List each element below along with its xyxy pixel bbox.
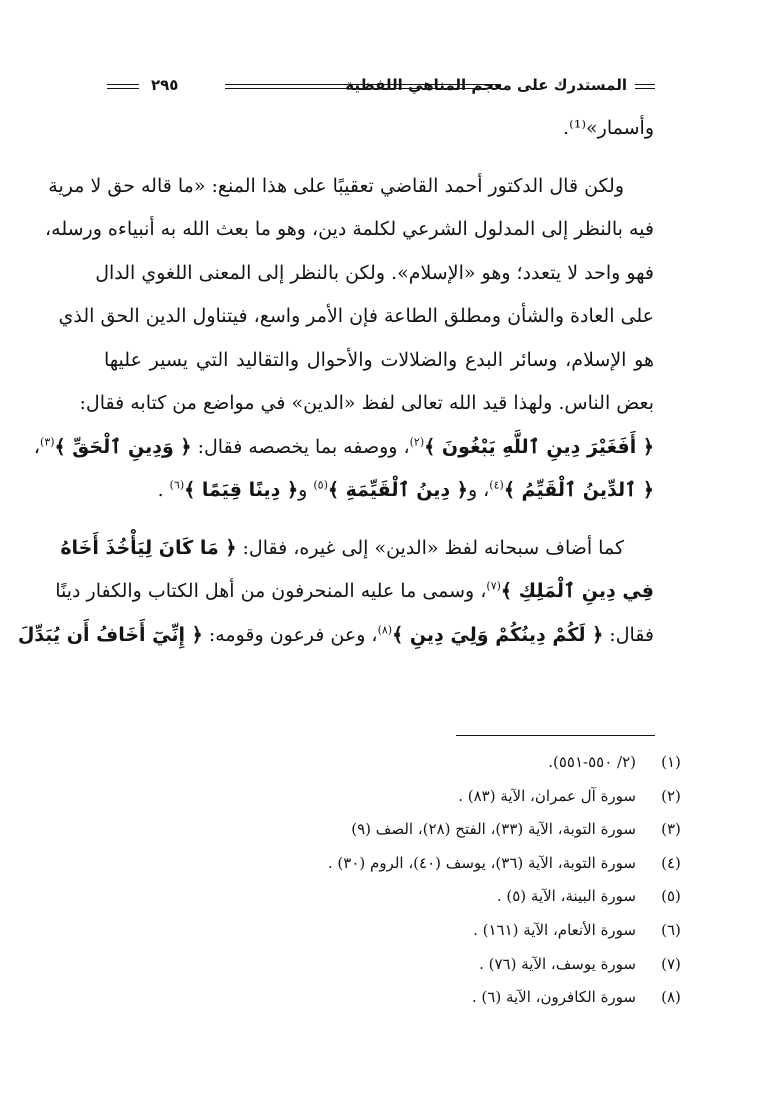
text-line-3: فيه بالنظر إلى المدلول الشرعي لكلمة دين، وهو ما بعث الله به أنبياءه ورسله،: [45, 218, 654, 240]
header-rule-right: [635, 84, 655, 89]
footnote-text: سورة آل عمران، الآية (٨٣) .: [458, 786, 636, 805]
footnote-text: سورة الأنعام، الآية (١٦١) .: [473, 920, 636, 939]
footnote-separator: [456, 735, 655, 736]
text-line-1: وأسمار»⁽¹⁾.: [563, 117, 654, 139]
text-fragment: ، و: [467, 479, 490, 501]
text-line-10: [60, 527, 654, 571]
footnote-ref: (٤): [489, 478, 504, 492]
text-fragment: ،: [33, 435, 41, 458]
footnote-text: (٢/ ٥٥٠-٥٥١).: [548, 753, 636, 771]
header-rule-left: [107, 84, 139, 89]
text-line-12: [17, 614, 654, 658]
header-rule-middle: [225, 84, 501, 89]
running-header: [107, 78, 655, 98]
quran-quote: ﴿ دِينًا قِيَمًا ﴾: [184, 479, 299, 501]
footnote-ref: (٨): [377, 623, 393, 637]
text-line-11: [55, 570, 654, 614]
header-book-title: المستدرك على معجم المناهي اللفظية: [345, 76, 627, 94]
text-fragment: ، وعن فرعون وقومه:: [208, 623, 378, 646]
footnote-text: سورة التوبة، الآية (٣٣)، الفتح (٢٨)، الصف (٩): [351, 820, 636, 839]
footnote-number: (٣): [661, 820, 681, 839]
footnotes: [92, 746, 692, 1015]
footnote-text: سورة البينة، الآية (٥) .: [496, 887, 636, 906]
footnote-number: (٧): [661, 954, 681, 973]
text-line-7: بعض الناس. ولهذا قيد الله تعالى لفظ «الدين» في مواضع من كتابه فقال:: [79, 392, 654, 414]
quran-quote: ﴿ وَدِينِ ٱلْحَقِّ ﴾: [54, 435, 192, 458]
text-fragment: و: [298, 479, 314, 501]
quran-quote: ﴿ إِنِّيٓ أَخَافُ أَن يُبَدِّلَ: [17, 623, 203, 646]
footnote-number: (٦): [661, 920, 681, 939]
page-number: ٢٩٥: [151, 76, 179, 94]
quran-quote: ﴿ لَكُمْ دِينُكُمْ وَلِيَ دِينِ ﴾: [392, 623, 604, 646]
quran-quote: ﴿ ٱلدِّينُ ٱلْقَيِّمُ ﴾: [503, 479, 654, 501]
footnote-ref: (٦): [169, 478, 185, 492]
footnote-ref: (٧): [486, 579, 501, 593]
footnote-number: (٥): [661, 887, 681, 906]
text-fragment: فقال:: [609, 623, 654, 646]
footnote-number: (٢): [661, 786, 681, 805]
text-fragment: ، وسمى ما عليه المنحرفون من أهل الكتاب والكفار دينًا: [55, 580, 487, 602]
text-line-8: [33, 426, 654, 470]
footnote-text: سورة الكافرون، الآية (٦) .: [471, 988, 636, 1007]
quran-quote: ﴿ مَا كَانَ لِيَأْخُذَ أَخَاهُ: [60, 536, 237, 559]
text-fragment: كما أضاف سبحانه لفظ «الدين» إلى غيره، فقال:: [242, 536, 624, 559]
quran-quote: ﴿ أَفَغَيْرَ دِينِ ٱللَّهِ يَبْغُونَ ﴾: [424, 435, 654, 458]
footnote-item: [92, 746, 692, 780]
footnote-number: (١): [661, 753, 681, 771]
footnote-item: [92, 914, 692, 948]
footnote-item: [92, 880, 692, 914]
text-fragment: ، ووصفه بما يخصصه فقال:: [197, 435, 410, 458]
footnote-item: [92, 780, 692, 814]
footnote-item: [92, 948, 692, 982]
text-line-2: ولكن قال الدكتور أحمد القاضي تعقيبًا على هذا المنع: «ما قاله حق لا مرية: [48, 174, 624, 197]
footnote-number: (٤): [661, 853, 681, 872]
text-line-5: على العادة والشأن ومطلق الطاعة فإن الأمر واسع، فيتناول الدين الحق الذي: [58, 305, 654, 327]
text-line-4: فهو واحد لا يتعدد؛ وهو «الإسلام». ولكن بالنظر إلى المعنى اللغوي الدال: [95, 261, 654, 284]
paragraph-gap: [104, 513, 654, 527]
footnote-item: [92, 813, 692, 847]
text-line-6: هو الإسلام، وسائر البدع والضلالات والأحوال والتقاليد التي يسير عليها: [104, 348, 654, 371]
footnote-ref: (٥): [313, 478, 328, 492]
text-fragment: .: [157, 479, 170, 501]
paragraph-gap: [104, 151, 654, 165]
footnote-item: [92, 981, 692, 1015]
footnote-text: سورة يوسف، الآية (٧٦) .: [479, 954, 636, 973]
quran-quote: ﴿ دِينُ ٱلْقَيِّمَةِ ﴾: [327, 479, 468, 501]
footnote-number: (٨): [661, 988, 681, 1007]
footnote-ref: (٣): [40, 435, 55, 449]
quran-quote: فِي دِينِ ٱلْمَلِكِ ﴾: [500, 580, 654, 602]
main-text: [17, 107, 654, 657]
footnote-ref: (٢): [409, 435, 425, 449]
text-line-9: [104, 469, 654, 513]
footnote-item: [92, 847, 692, 881]
footnote-text: سورة التوبة، الآية (٣٦)، يوسف (٤٠)، الروم (٣٠) .: [327, 853, 636, 872]
